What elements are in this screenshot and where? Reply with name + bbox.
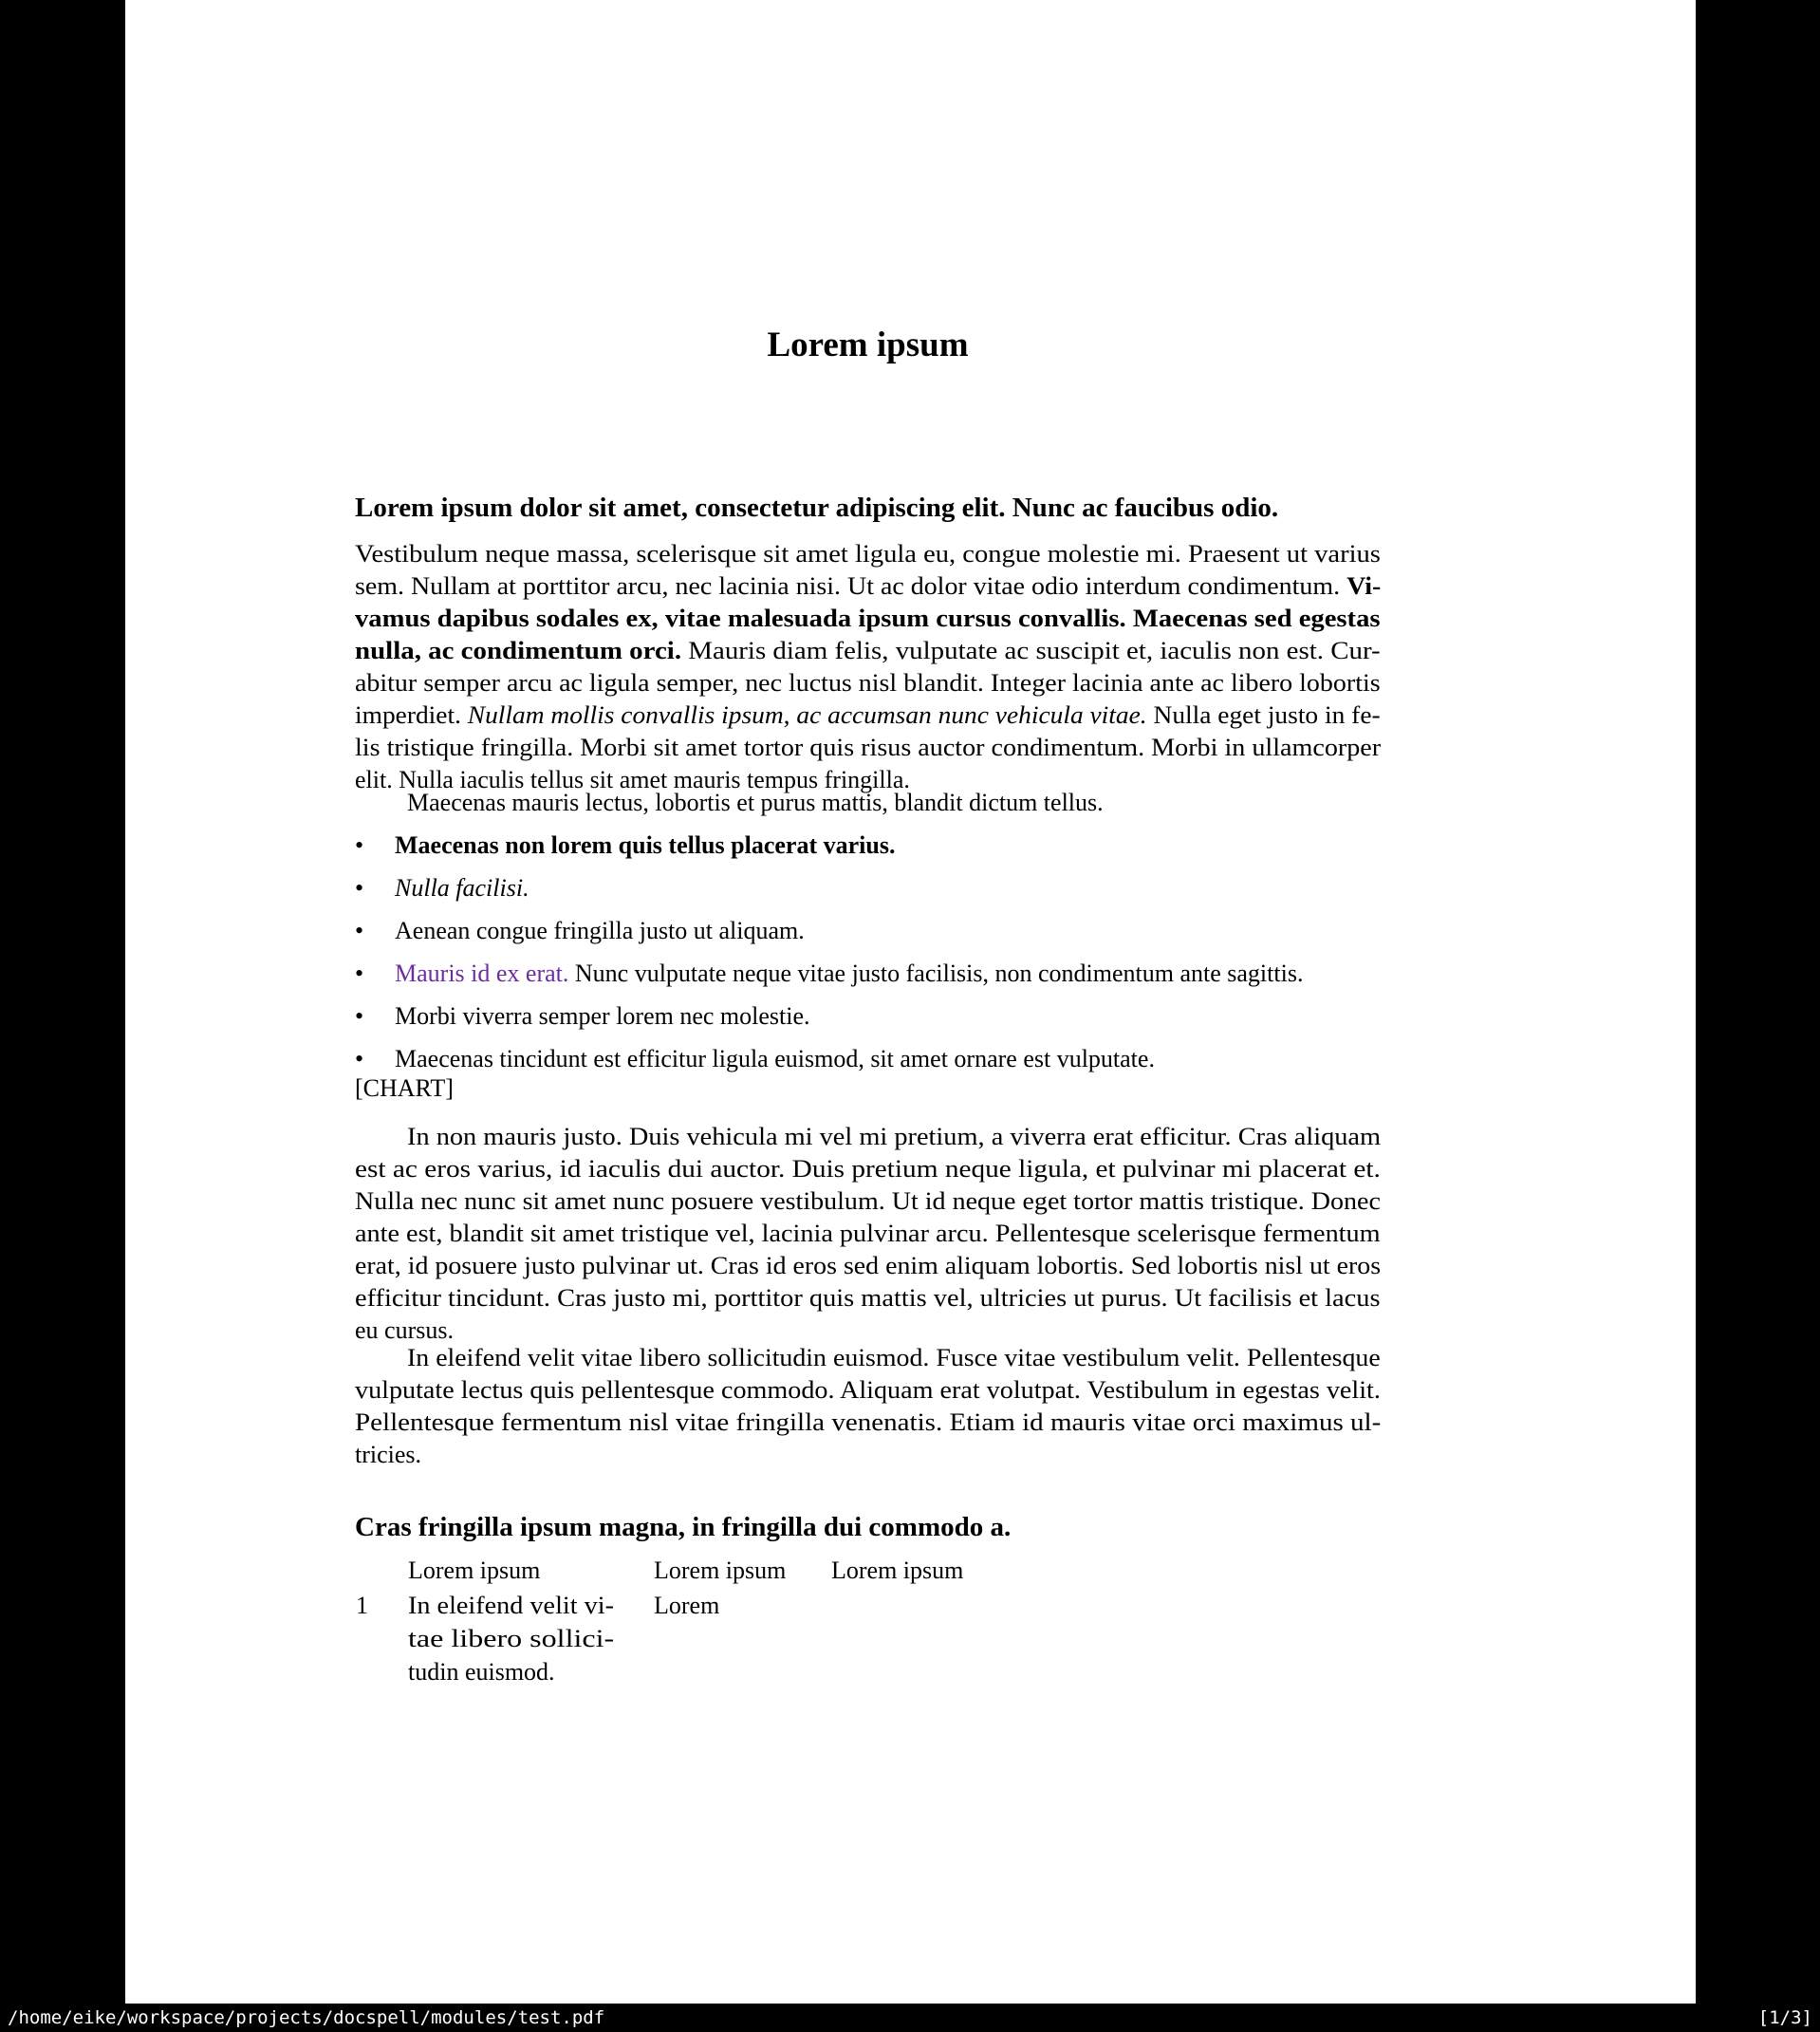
text-line (355, 538, 1381, 570)
bullet-glyph: • (355, 960, 364, 987)
table-row-number: 1 (356, 1592, 368, 1619)
text-line (355, 1282, 1381, 1314)
text-run: eu cursus. (355, 1316, 454, 1344)
statusbar-filepath: /home/eike/workspace/projects/docspell/modules/test.pdf (8, 2007, 605, 2028)
text-line (355, 909, 1381, 952)
text-run: Maecenas tincidunt est efficitur ligula euismod, sit amet ornare est vulputate. (395, 1045, 1155, 1072)
bullet-glyph: • (355, 917, 364, 944)
paragraph-3 (355, 1342, 1381, 1471)
section2-heading: Cras fringilla ipsum magna, in fringilla dui commodo a. (355, 1512, 1012, 1542)
text-run: Maecenas non lorem quis tellus placerat varius. (395, 831, 896, 859)
text-line (355, 667, 1381, 699)
text-line (408, 1622, 614, 1655)
text-line (407, 1342, 1381, 1374)
text-run: In eleifend velit vi- (408, 1592, 614, 1619)
text-run: Nulla eget justo in fe- (1146, 701, 1381, 729)
text-line (355, 732, 1381, 764)
text-line (355, 1072, 1381, 1105)
text-line (407, 1121, 1381, 1153)
text-run: sem. Nullam at porttitor arcu, nec lacinia nisi. Ut ac dolor vitae odio interdum condimentum. (355, 572, 1347, 600)
text-line (355, 995, 1381, 1037)
text-run: Vestibulum neque massa, scelerisque sit amet ligula eu, congue molestie mi. Praesent ut varius (355, 540, 1381, 568)
paragraph-1 (355, 538, 1381, 796)
text-line (355, 635, 1381, 667)
text-run: Pellentesque fermentum nisl vitae fringilla venenatis. Etiam id mauris vitae orci maximus ul- (355, 1408, 1382, 1436)
text-run: tricies. (355, 1441, 422, 1468)
text-run: In eleifend velit vitae libero sollicitudin euismod. Fusce vitae vestibulum velit. Pellentesque (407, 1344, 1381, 1371)
text-line (355, 1153, 1381, 1185)
text-run: Maecenas mauris lectus, lobortis et purus mattis, blandit dictum tellus. (407, 789, 1104, 816)
text-line (355, 1218, 1381, 1250)
statusbar-page-indicator: [1/3] (1757, 2007, 1812, 2028)
text-run: ante est, blandit sit amet tristique vel, lacinia pulvinar arcu. Pellentesque scelerisque fermentum (355, 1220, 1381, 1247)
text-line (355, 952, 1381, 995)
text-run: abitur semper arcu ac ligula semper, nec luctus nisl blandit. Integer lacinia ante ac libero lobortis (355, 669, 1381, 697)
indented-line (355, 787, 1381, 819)
table-header-cell: Lorem ipsum (831, 1557, 964, 1584)
text-line (355, 1250, 1381, 1282)
pdf-page[interactable] (125, 0, 1696, 2004)
text-run: tudin euismod. (408, 1658, 555, 1686)
text-line (355, 867, 1381, 909)
text-run: Vi- (1346, 572, 1382, 600)
bullet-glyph: • (355, 1045, 364, 1072)
text-run: nulla, ac condimentum orci. (355, 637, 682, 664)
text-line (355, 1374, 1381, 1407)
text-line (355, 824, 1381, 867)
text-run: erat, id posuere justo pulvinar ut. Cras id eros sed enim aliquam lobortis. Sed lobortis nisl ut eros (355, 1252, 1382, 1279)
text-line (355, 603, 1381, 635)
bullet-glyph: • (355, 1002, 364, 1030)
statusbar (0, 2004, 1820, 2032)
document-title: Lorem ipsum (767, 326, 969, 364)
link-text[interactable]: Mauris id ex erat. (395, 960, 569, 987)
text-line (355, 1407, 1381, 1439)
text-run: Nunc vulputate neque vitae justo facilisis, non condimentum ante sagittis. (568, 960, 1304, 987)
section1-heading: Lorem ipsum dolor sit amet, consectetur adipiscing elit. Nunc ac faucibus odio. (355, 493, 1279, 523)
text-run: Nullam mollis convallis ipsum, ac accumsan nunc vehicula vitae. (467, 701, 1147, 729)
chart-placeholder (355, 1072, 1381, 1105)
text-line (355, 699, 1381, 732)
text-run: vamus dapibus sodales ex, vitae malesuada ipsum cursus convallis. Maecenas sed egestas (355, 605, 1381, 632)
table-header-cell: Lorem ipsum (408, 1557, 541, 1584)
text-run: efficitur tincidunt. Cras justo mi, porttitor quis mattis vel, ultricies ut purus. Ut facilisis et lacus (355, 1284, 1381, 1312)
table (356, 1555, 1381, 1725)
text-run: imperdiet. (355, 701, 468, 729)
bullet-glyph: • (355, 874, 364, 902)
bullet-glyph: • (355, 831, 364, 859)
text-run: In non mauris justo. Duis vehicula mi vel mi pretium, a viverra erat efficitur. Cras aliquam (407, 1123, 1382, 1150)
table-header-row (356, 1555, 1381, 1587)
text-run: Mauris diam felis, vulputate ac suscipit et, iaculis non est. Cur- (681, 637, 1381, 664)
text-line (408, 1589, 614, 1622)
text-run: est ac eros varius, id iaculis dui auctor. Duis pretium neque ligula, et pulvinar mi placerat et. (355, 1155, 1381, 1183)
text-run: vulputate lectus quis pellentesque commodo. Aliquam erat volutpat. Vestibulum in egestas velit. (355, 1376, 1381, 1404)
text-run: Nulla facilisi. (395, 874, 529, 902)
text-run: Nulla nec nunc sit amet nunc posuere vestibulum. Ut id neque eget tortor mattis tristique. Donec (355, 1187, 1381, 1215)
text-run: elit. Nulla iaculis tellus sit amet mauris tempus fringilla. (355, 766, 910, 793)
table-cell (408, 1589, 614, 1688)
text-run: tae libero sollici- (408, 1625, 615, 1652)
text-line (355, 1185, 1381, 1218)
text-line (355, 570, 1381, 603)
text-run: [CHART] (355, 1074, 454, 1102)
paragraph-2 (355, 1121, 1381, 1347)
table-cell: Lorem (654, 1592, 720, 1619)
text-run: Aenean congue fringilla justo ut aliquam. (395, 917, 805, 944)
text-run: lis tristique fringilla. Morbi sit amet tortor quis risus auctor condimentum. Morbi in ullamcorper (355, 734, 1382, 761)
table-header-cell: Lorem ipsum (654, 1557, 787, 1584)
bullet-list (355, 824, 1381, 1080)
text-run: Morbi viverra semper lorem nec molestie. (395, 1002, 810, 1030)
text-line (355, 1439, 1381, 1471)
text-line (407, 787, 1381, 819)
text-line (408, 1655, 614, 1688)
